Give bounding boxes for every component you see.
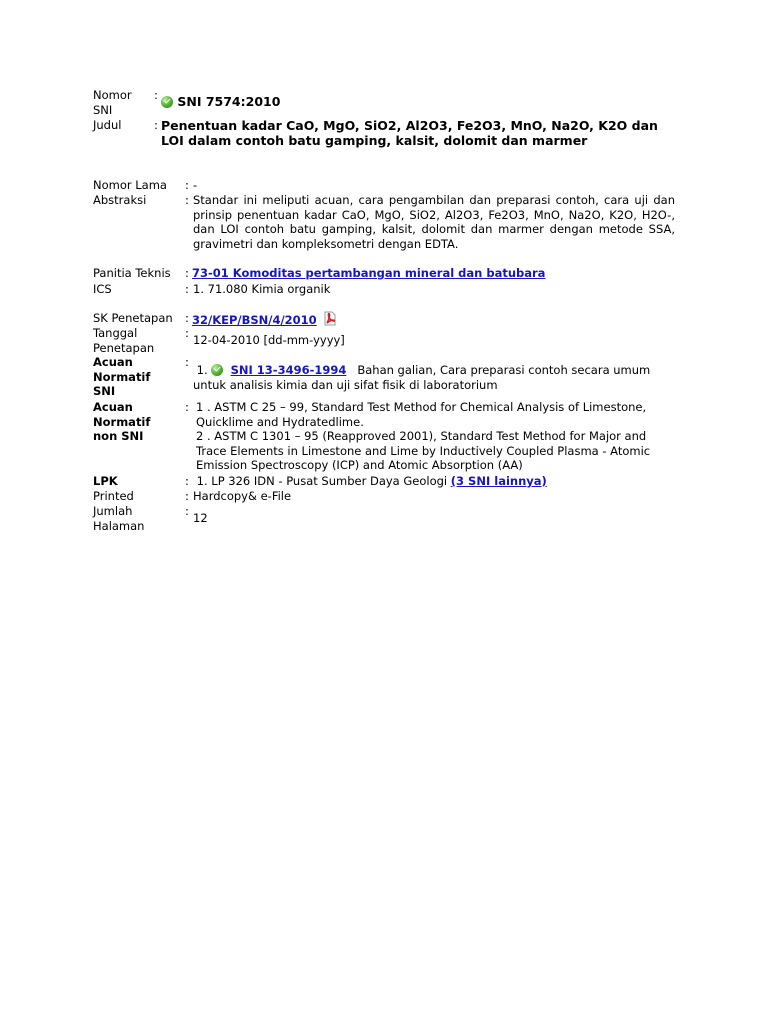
printed-label: Printed [93,489,134,503]
nomor-lama-value: - [193,178,198,192]
colon: : [154,118,158,132]
tanggal-penetapan-value: 12-04-2010 [dd-mm-yyyy] [193,333,345,347]
nomor-sni-label: Nomor SNI [93,88,132,117]
ics-value: 1. 71.080 Kimia organik [193,282,331,296]
colon: : [185,311,189,325]
judul-label: Judul [93,118,122,132]
colon: : [185,282,189,296]
lpk-other-sni-link[interactable]: (3 SNI lainnya) [450,474,547,488]
acuan-item-number: 1. [196,363,208,377]
acuan-sni-link[interactable]: SNI 13-3496-1994 [230,363,347,377]
colon: : [185,504,189,518]
panitia-teknis-label: Panitia Teknis [93,266,171,280]
approved-check-icon [211,364,223,376]
nomor-sni-value: SNI 7574:2010 [161,95,280,110]
acuan-sni-text: Bahan galian, Cara preparasi contoh secara umum untuk analisis kimia dan uji sifat fisik di laboratorium [193,363,651,392]
acuan-non-sni-item: 1 . ASTM C 25 – 99, Standard Test Method for Chemical Analysis of Limestone, Quicklime and Hydratedlime. [196,400,647,429]
colon: : [185,355,189,369]
acuan-normatif-sni-label: Acuan Normatif SNI [93,355,151,398]
pdf-icon[interactable] [323,311,337,326]
colon: : [185,178,189,192]
abstraksi-value: Standar ini meliputi acuan, cara pengambilan dan preparasi contoh, cara uji dan prinsip penentuan kadar CaO, MgO, SiO2, Al2O3, Fe2O3, MnO, Na2O, K2O, H2O-, dan LOI contoh batu gamping, kalsit, dolomit dan marmer dengan metode SSA, gravimetri dan kompleksometri dengan EDTA. [193,193,675,251]
sk-penetapan-label: SK Penetapan [93,311,173,325]
acuan-normatif-non-sni-label: Acuan Normatif non SNI [93,400,151,443]
colon: : [185,326,189,340]
acuan-non-sni-list [193,400,673,473]
approved-check-icon [161,96,173,108]
nomor-lama-label: Nomor Lama [93,178,167,192]
abstraksi-label: Abstraksi [93,193,147,207]
colon: : [185,193,189,207]
printed-value: Hardcopy& e-File [193,489,292,503]
sk-penetapan-link[interactable]: 32/KEP/BSN/4/2010 [192,313,317,327]
colon: : [185,400,189,414]
lpk-text: 1. LP 326 IDN - Pusat Sumber Daya Geologi [196,474,448,488]
jumlah-halaman-label: Jumlah Halaman [93,504,145,533]
panitia-teknis-link[interactable]: 73-01 Komoditas pertambangan mineral dan batubara [192,266,546,280]
tanggal-penetapan-label: Tanggal Penetapan [93,326,155,355]
jumlah-halaman-value: 12 [193,511,208,525]
acuan-normatif-sni-value [193,363,663,392]
sk-penetapan-value [192,311,337,328]
lpk-label: LPK [93,474,118,488]
colon: : [185,266,189,280]
colon: : [154,88,158,102]
colon: : [185,489,189,503]
judul-value: Penentuan kadar CaO, MgO, SiO2, Al2O3, Fe2O3, MnO, Na2O, K2O dan LOI dalam contoh batu gamping, kalsit, dolomit dan marmer [161,118,658,148]
colon: : [185,474,189,488]
lpk-value [193,474,547,489]
acuan-non-sni-item: 2 . ASTM C 1301 – 95 (Reapproved 2001), Standard Test Method for Major and Trace Elements in Limestone and Lime by Inductively Coupled Plasma - Atomic Emission Spectroscopy (ICP) and Atomic Absorption (AA) [196,429,651,472]
ics-label: ICS [93,282,112,296]
